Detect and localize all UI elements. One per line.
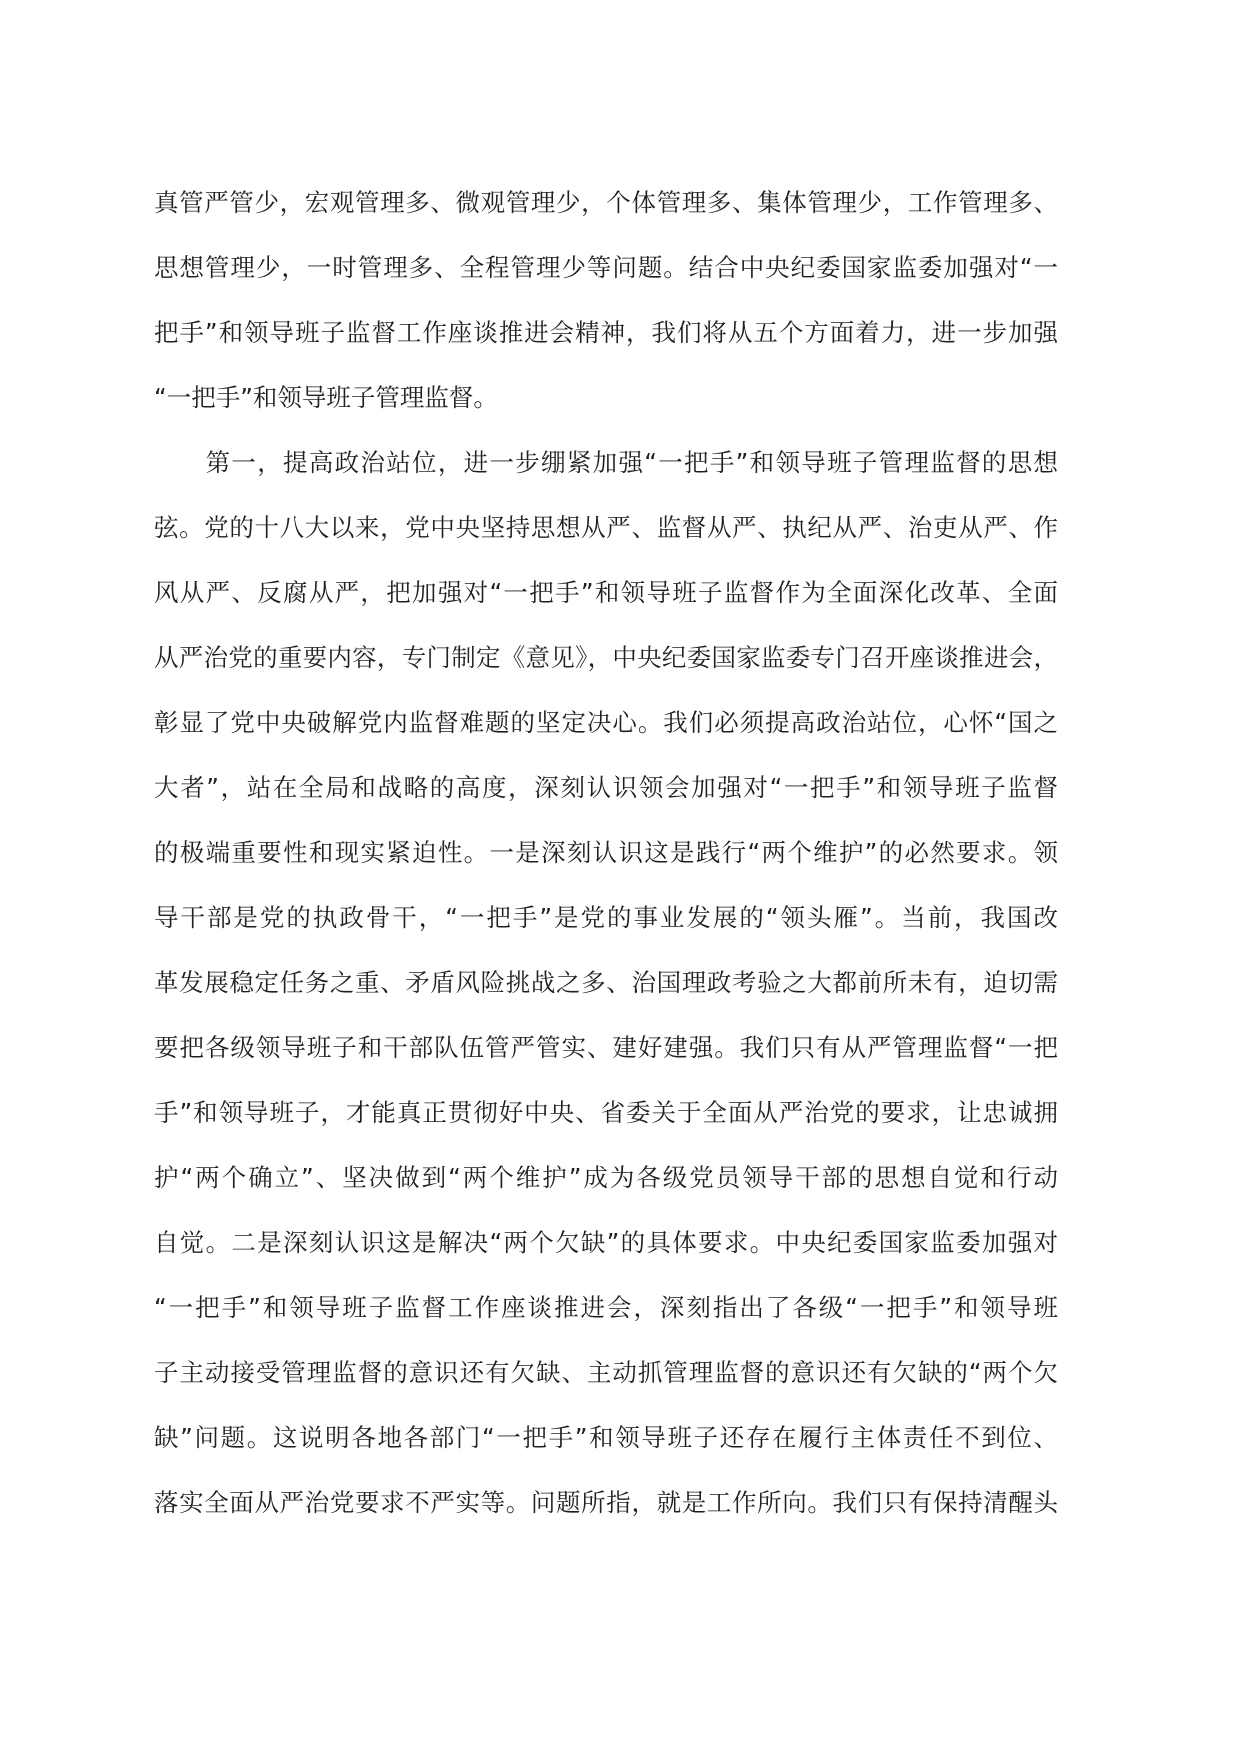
text-line: 缺”问题。这说明各地各部门“一把手”和领导班子还存在履行主体责任不到位、 (154, 1423, 1058, 1452)
text-line: 真管严管少，宏观管理多、微观管理少，个体管理多、集体管理少，工作管理多、 (154, 188, 1058, 217)
text-line: 落实全面从严治党要求不严实等。问题所指，就是工作所向。我们只有保持清醒头 (154, 1488, 1058, 1517)
text-line: 护“两个确立”、坚决做到“两个维护”成为各级党员领导干部的思想自觉和行动 (154, 1163, 1058, 1192)
text-line: 风从严、反腐从严，把加强对“一把手”和领导班子监督作为全面深化改革、全面 (154, 578, 1058, 607)
text-line: “一把手”和领导班子监督工作座谈推进会，深刻指出了各级“一把手”和领导班 (154, 1293, 1058, 1322)
text-line: 子主动接受管理监督的意识还有欠缺、主动抓管理监督的意识还有欠缺的“两个欠 (154, 1358, 1058, 1387)
text-line: “一把手”和领导班子管理监督。 (154, 383, 498, 412)
text-line: 把手”和领导班子监督工作座谈推进会精神，我们将从五个方面着力，进一步加强 (154, 318, 1058, 347)
text-line: 弦。党的十八大以来，党中央坚持思想从严、监督从严、执纪从严、治吏从严、作 (154, 513, 1058, 542)
body-text (154, 185, 1058, 1550)
text-line: 思想管理少，一时管理多、全程管理少等问题。结合中央纪委国家监委加强对“一 (154, 253, 1058, 282)
text-line: 从严治党的重要内容，专门制定《意见》，中央纪委国家监委专门召开座谈推进会， (154, 643, 1058, 672)
text-line: 革发展稳定任务之重、矛盾风险挑战之多、治国理政考验之大都前所未有，迫切需 (154, 968, 1058, 997)
text-line: 大者”，站在全局和战略的高度，深刻认识领会加强对“一把手”和领导班子监督 (154, 773, 1058, 802)
text-line: 导干部是党的执政骨干，“一把手”是党的事业发展的“领头雁”。当前，我国改 (154, 903, 1058, 932)
text-line: 要把各级领导班子和干部队伍管严管实、建好建强。我们只有从严管理监督“一把 (154, 1033, 1058, 1062)
text-line: 彰显了党中央破解党内监督难题的坚定决心。我们必须提高政治站位，心怀“国之 (154, 708, 1058, 737)
text-line: 第一，提高政治站位，进一步绷紧加强“一把手”和领导班子管理监督的思想 (154, 448, 1058, 477)
text-line: 的极端重要性和现实紧迫性。一是深刻认识这是践行“两个维护”的必然要求。领 (154, 838, 1058, 867)
text-line: 手”和领导班子，才能真正贯彻好中央、省委关于全面从严治党的要求，让忠诚拥 (154, 1098, 1058, 1127)
text-line: 自觉。二是深刻认识这是解决“两个欠缺”的具体要求。中央纪委国家监委加强对 (154, 1228, 1058, 1257)
